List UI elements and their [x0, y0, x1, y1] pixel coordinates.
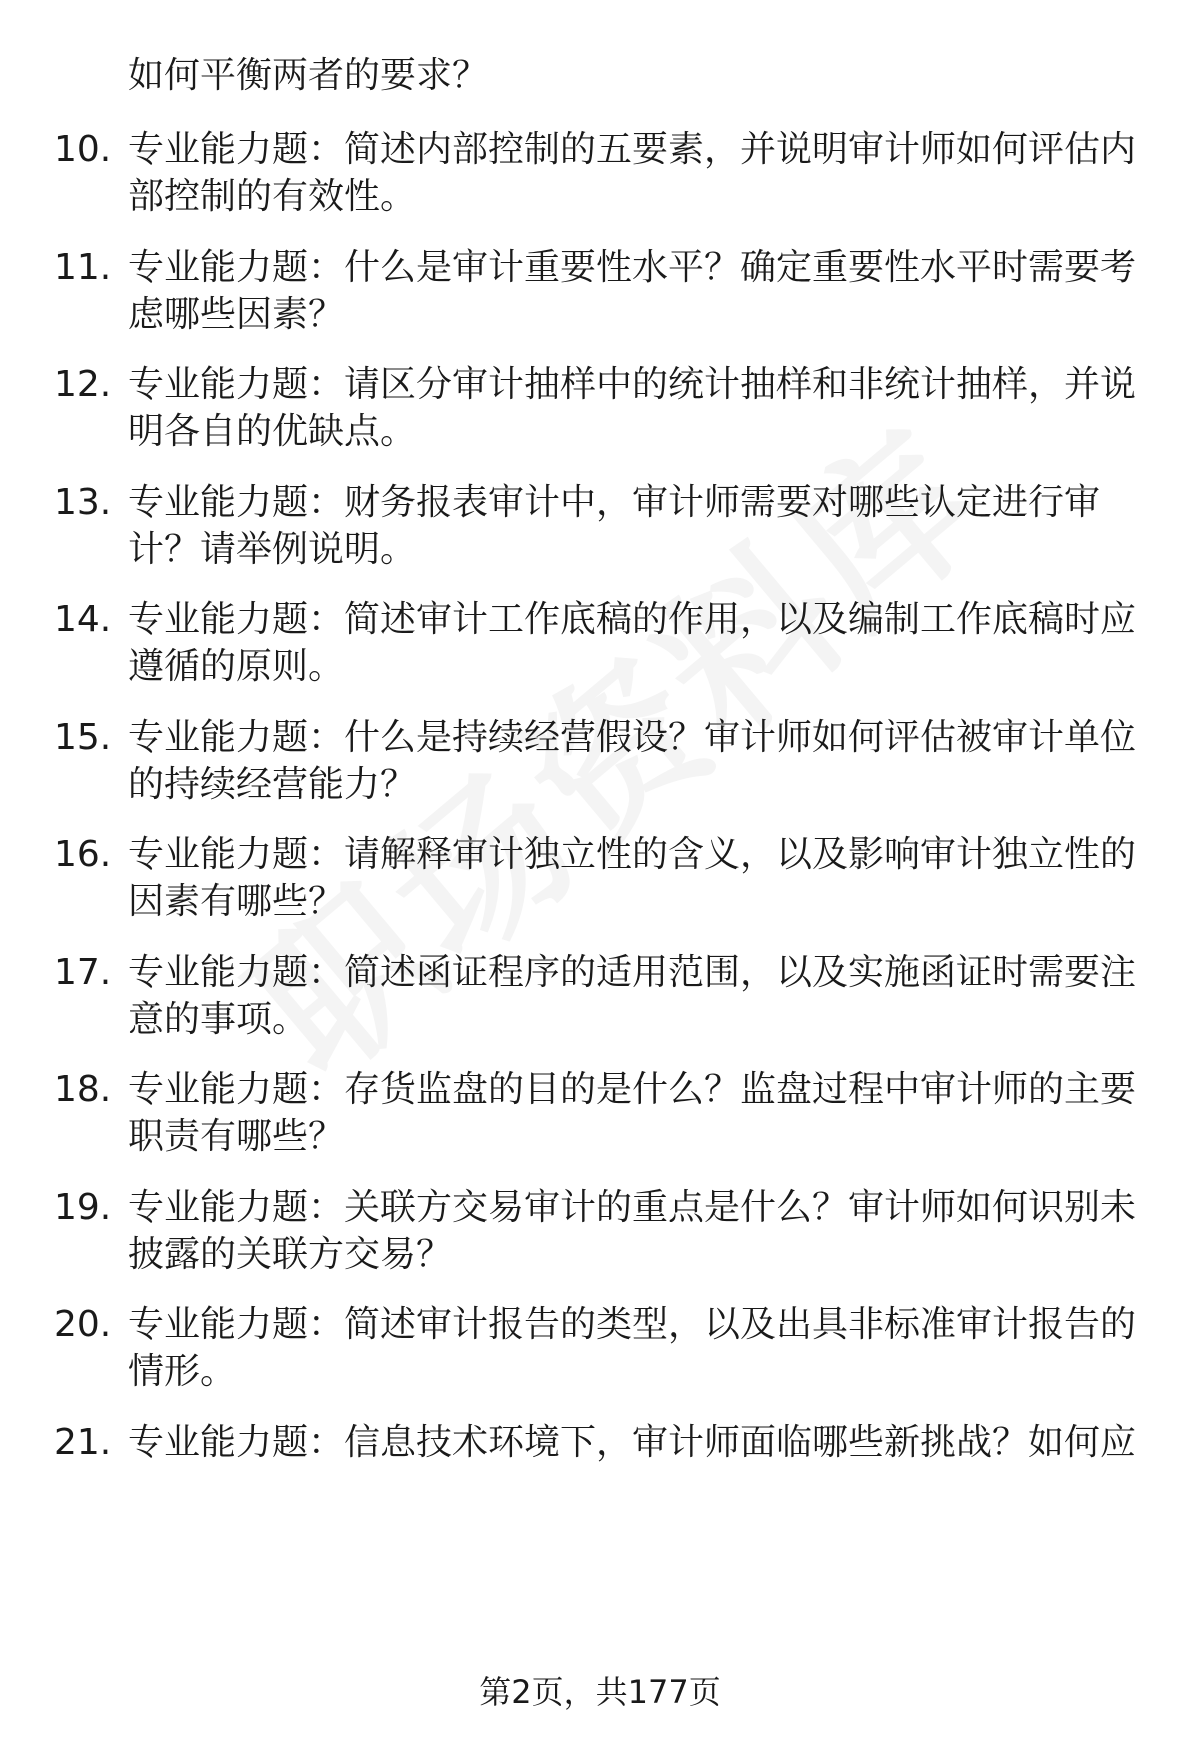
page-footer: 第2页，共177页: [479, 1673, 721, 1711]
item-text-line-2: 职责有哪些？: [128, 1116, 345, 1157]
item-text-line-2: 明各自的优缺点。: [128, 411, 417, 452]
item-text-line-1: 专业能力题：存货监盘的目的是什么？监盘过程中审计师的主要: [128, 1069, 1137, 1110]
item-number: 21.: [54, 1422, 112, 1463]
item-text-line-2: 计？请举例说明。: [128, 529, 417, 570]
item-text-line-2: 意的事项。: [128, 999, 309, 1040]
item-text-line-2: 遵循的原则。: [128, 646, 345, 687]
item-text-line-2: 情形。: [128, 1351, 237, 1392]
item-text-line-1: 专业能力题：什么是审计重要性水平？确定重要性水平时需要考: [128, 247, 1137, 288]
item-text-line-2: 披露的关联方交易？: [128, 1234, 453, 1275]
item-text-line-1: 专业能力题：什么是持续经营假设？审计师如何评估被审计单位: [128, 717, 1137, 758]
item-number: 17.: [54, 952, 112, 993]
item-number: 15.: [54, 717, 112, 758]
item-text-line-1: 专业能力题：简述函证程序的适用范围，以及实施函证时需要注: [128, 952, 1137, 993]
item-text-line-1: 专业能力题：信息技术环境下，审计师面临哪些新挑战？如何应: [128, 1422, 1137, 1463]
item-text-line-1: 专业能力题：财务报表审计中，审计师需要对哪些认定进行审: [128, 482, 1101, 523]
item-text-line-2: 部控制的有效性。: [128, 176, 417, 217]
item-number: 16.: [54, 834, 112, 875]
item-text-line-1: 专业能力题：关联方交易审计的重点是什么？审计师如何识别未: [128, 1187, 1137, 1228]
item-number: 13.: [54, 482, 112, 523]
item-number: 20.: [54, 1304, 112, 1345]
item-text-line-2: 因素有哪些？: [128, 881, 345, 922]
item-number: 10.: [54, 129, 112, 170]
item-text-line-1: 专业能力题：简述审计工作底稿的作用，以及编制工作底稿时应: [128, 599, 1137, 640]
item-number: 11.: [54, 247, 112, 288]
item-text-line-2: 的持续经营能力？: [128, 764, 417, 805]
item-number: 14.: [54, 599, 112, 640]
item-text-line-2: 虑哪些因素？: [128, 294, 345, 335]
item-number: 19.: [54, 1187, 112, 1228]
item-text-line-1: 专业能力题：请解释审计独立性的含义，以及影响审计独立性的: [128, 834, 1137, 875]
intro-continuation: 如何平衡两者的要求？: [128, 55, 489, 96]
item-text-line-1: 专业能力题：简述审计报告的类型，以及出具非标准审计报告的: [128, 1304, 1137, 1345]
item-number: 18.: [54, 1069, 112, 1110]
item-text-line-1: 专业能力题：简述内部控制的五要素，并说明审计师如何评估内: [128, 129, 1137, 170]
item-number: 12.: [54, 364, 112, 405]
item-text-line-1: 专业能力题：请区分审计抽样中的统计抽样和非统计抽样，并说: [128, 364, 1137, 405]
